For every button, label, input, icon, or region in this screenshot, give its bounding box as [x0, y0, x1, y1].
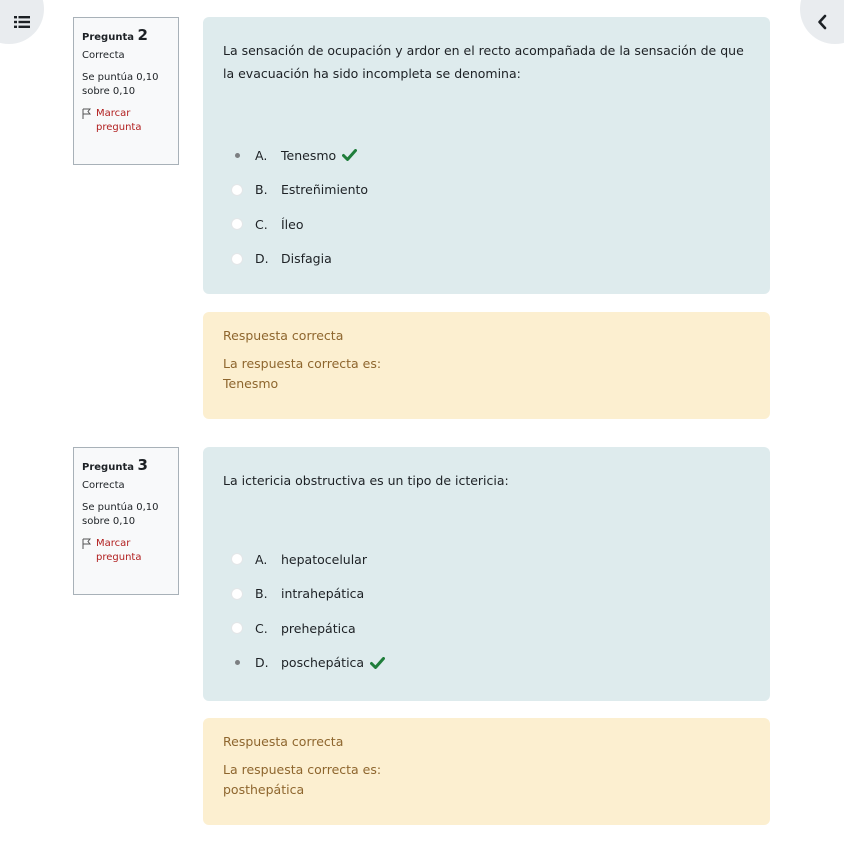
drawer-toggle-button[interactable] — [0, 0, 44, 44]
question-number: Pregunta 2 — [82, 26, 148, 44]
question-formulation — [203, 17, 770, 294]
question-state: Correcta — [82, 50, 125, 61]
feedback-box — [203, 312, 770, 419]
answer-option[interactable]: B. intrahepática — [231, 577, 385, 612]
flag-icon — [82, 538, 92, 550]
answer-radio[interactable] — [231, 588, 243, 600]
question-text: La ictericia obstructiva es un tipo de ictericia: — [223, 473, 509, 488]
answer-option[interactable]: C. prehepática — [231, 611, 385, 646]
question-text: La sensación de ocupación y ardor en el recto acompañada de la sensación de que la evacuación ha sido incompleta se denomina: — [223, 43, 744, 81]
answer-radio[interactable] — [231, 253, 243, 265]
answer-option[interactable]: A. hepatocelular — [231, 542, 385, 577]
feedback-status: Respuesta correcta — [223, 328, 344, 343]
check-icon — [342, 149, 357, 161]
flag-icon — [82, 108, 92, 120]
answer-radio[interactable] — [231, 149, 243, 161]
flag-question-link[interactable]: Marcar pregunta — [82, 537, 170, 565]
answer-radio[interactable] — [231, 184, 243, 196]
answer-radio[interactable] — [231, 657, 243, 669]
feedback-box — [203, 718, 770, 825]
chevron-left-icon — [817, 14, 827, 30]
flag-question-link[interactable]: Marcar pregunta — [82, 107, 170, 135]
answer-options — [231, 138, 368, 276]
answer-radio[interactable] — [231, 218, 243, 230]
question-grade: Se puntúa 0,10 sobre 0,10 — [82, 502, 159, 527]
question-info — [73, 17, 179, 165]
quiz-nav-toggle-button[interactable] — [800, 0, 844, 44]
right-answer-value: posthepática — [223, 782, 305, 797]
question-state: Correcta — [82, 480, 125, 491]
question-formulation — [203, 447, 770, 701]
question-grade: Se puntúa 0,10 sobre 0,10 — [82, 72, 159, 97]
question-info — [73, 447, 179, 595]
question-number: Pregunta 3 — [82, 456, 148, 474]
answer-options — [231, 542, 385, 680]
right-answer-label: La respuesta correcta es: — [223, 762, 382, 777]
right-answer-value: Tenesmo — [223, 376, 279, 391]
answer-option[interactable]: D. Disfagia — [231, 242, 368, 277]
right-answer-label: La respuesta correcta es: — [223, 356, 382, 371]
list-icon — [14, 15, 30, 29]
answer-radio[interactable] — [231, 553, 243, 565]
answer-option[interactable]: D. poschepática — [231, 646, 385, 681]
answer-option[interactable]: B. Estreñimiento — [231, 173, 368, 208]
feedback-status: Respuesta correcta — [223, 734, 344, 749]
answer-option[interactable]: A. Tenesmo — [231, 138, 368, 173]
answer-option[interactable]: C. Íleo — [231, 207, 368, 242]
check-icon — [370, 657, 385, 669]
answer-radio[interactable] — [231, 622, 243, 634]
